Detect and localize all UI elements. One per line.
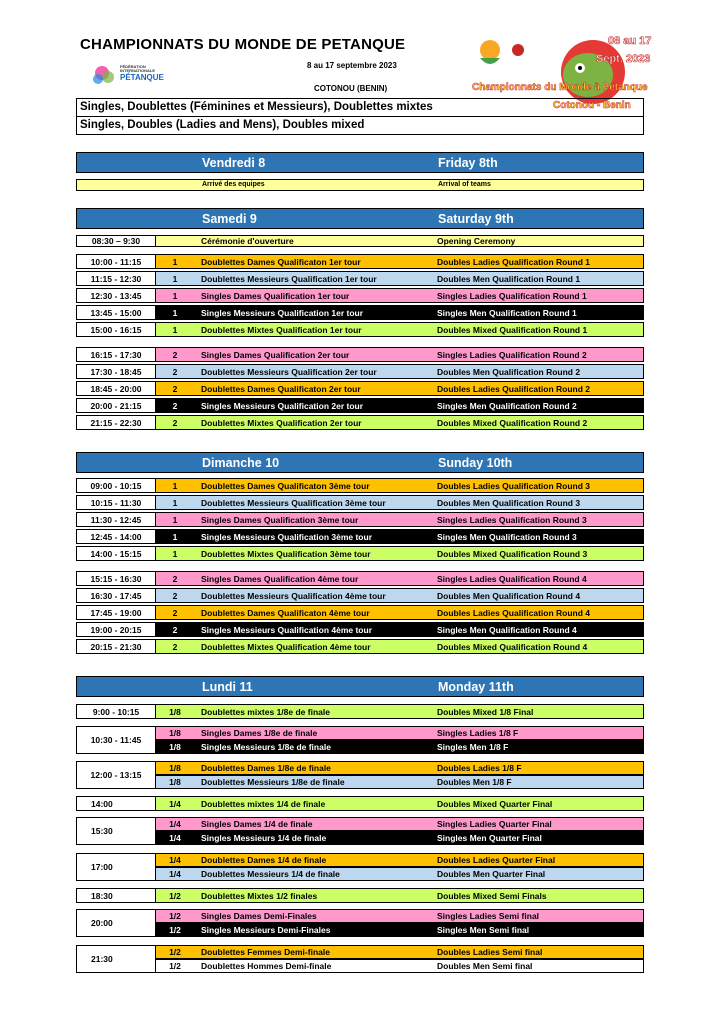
row-time: 14:00 - 15:15 bbox=[76, 546, 156, 561]
row-event-en: Singles Ladies Semi final bbox=[437, 911, 540, 921]
schedule-row bbox=[76, 571, 644, 586]
group-row bbox=[156, 775, 644, 789]
schedule-row bbox=[76, 495, 644, 510]
row-event-fr: Doublettes Mixtes Qualification 4ème tour bbox=[201, 642, 371, 652]
schedule-group bbox=[76, 909, 644, 937]
row-time: 20:00 - 21:15 bbox=[76, 398, 156, 413]
row-event-en: Doubles Ladies Qualification Round 2 bbox=[437, 384, 591, 394]
schedule-group bbox=[76, 726, 644, 754]
row-event-en: Doubles Ladies Qualification Round 1 bbox=[437, 257, 591, 267]
row-event-en: Doubles Mixed Quarter Final bbox=[437, 799, 553, 809]
day-label-fr: Vendredi 8 bbox=[202, 156, 266, 170]
row-event-fr: Doublettes Dames 1/8e de finale bbox=[201, 763, 331, 773]
row-round: 1 bbox=[172, 481, 178, 491]
row-event-fr: Singles Messieurs 1/4 de finale bbox=[201, 833, 327, 843]
categories-fr: Singles, Doublettes (Féminines et Messieurs), Doublettes mixtes bbox=[80, 101, 433, 113]
row-event-en: Singles Men 1/8 F bbox=[437, 742, 509, 752]
row-event-en: Doubles Men 1/8 F bbox=[437, 777, 512, 787]
federation-logo-word: PÉTANQUE bbox=[120, 73, 164, 82]
group-row bbox=[156, 959, 644, 973]
row-event-fr: Doublettes Messieurs Qualification 3ème tour bbox=[201, 498, 386, 508]
row-body bbox=[156, 381, 644, 396]
group-time: 12:00 - 13:15 bbox=[76, 761, 156, 789]
row-body bbox=[156, 571, 644, 586]
event-city: COTONOU (BENIN) bbox=[314, 84, 388, 93]
row-event-fr: Singles Dames 1/4 de finale bbox=[201, 819, 313, 829]
row-round: 1 bbox=[172, 257, 178, 267]
row-event-fr: Doublettes Dames Qualificaton 4ème tour bbox=[201, 608, 370, 618]
row-body bbox=[156, 512, 644, 527]
row-event-en: Doubles Men Qualification Round 1 bbox=[437, 274, 581, 284]
row-event-en: Doubles Men Qualification Round 2 bbox=[437, 367, 581, 377]
row-time: 13:45 - 15:00 bbox=[76, 305, 156, 320]
row-round: 2 bbox=[172, 625, 178, 635]
event-logo-line2: Sept. 2023 bbox=[596, 53, 651, 65]
row-round: 1 bbox=[172, 515, 178, 525]
row-round: 1/4 bbox=[169, 819, 181, 829]
group-time: 17:00 bbox=[76, 853, 156, 881]
row-event-en: Singles Ladies Qualification Round 1 bbox=[437, 291, 587, 301]
row-time: 10:15 - 11:30 bbox=[76, 495, 156, 510]
event-logo-line1: 08 au 17 bbox=[608, 35, 652, 47]
row-round: 1 bbox=[172, 308, 178, 318]
categories-box bbox=[76, 98, 644, 135]
schedule-row bbox=[76, 546, 644, 561]
row-round: 1 bbox=[172, 532, 178, 542]
schedule-row bbox=[76, 288, 644, 303]
row-event-fr: Doublettes Hommes Demi-finale bbox=[201, 961, 332, 971]
row-round: 2 bbox=[172, 591, 178, 601]
row-event-fr: Singles Dames Qualification 2er tour bbox=[201, 350, 350, 360]
row-time: 17:45 - 19:00 bbox=[76, 605, 156, 620]
row-round: 1/2 bbox=[169, 961, 181, 971]
group-time: 21:30 bbox=[76, 945, 156, 973]
day-header-friday bbox=[76, 152, 644, 173]
row-event-fr: Singles Messieurs 1/8e de finale bbox=[201, 742, 331, 752]
schedule-row bbox=[76, 305, 644, 320]
row-event-fr: Doublettes Mixtes Qualification 3ème tour bbox=[201, 549, 371, 559]
row-event-fr: Doublettes mixtes 1/4 de finale bbox=[201, 799, 326, 809]
federation-logo bbox=[92, 55, 172, 95]
row-event-en: Doubles Ladies Semi final bbox=[437, 947, 543, 957]
row-round: 1 bbox=[172, 325, 178, 335]
row-body bbox=[156, 622, 644, 637]
categories-en: Singles, Doubles (Ladies and Mens), Doubles mixed bbox=[77, 116, 643, 134]
row-event-fr: Cérémonie d'ouverture bbox=[201, 236, 294, 246]
day-label-fr: Lundi 11 bbox=[202, 680, 253, 694]
row-time: 20:15 - 21:30 bbox=[76, 639, 156, 654]
day-label-fr: Samedi 9 bbox=[202, 212, 257, 226]
group-row bbox=[156, 888, 644, 903]
schedule-row bbox=[76, 254, 644, 269]
row-event-fr: Doublettes mixtes 1/8e de finale bbox=[201, 707, 330, 717]
row-event-fr: Singles Dames Qualification 1er tour bbox=[201, 291, 350, 301]
row-event-fr: Doublettes Dames Qualificaton 1er tour bbox=[201, 257, 361, 267]
schedule-group bbox=[76, 796, 644, 811]
group-time: 14:00 bbox=[76, 796, 156, 811]
group-row bbox=[156, 726, 644, 740]
row-event-en: Singles Ladies Qualification Round 2 bbox=[437, 350, 587, 360]
row-round: 2 bbox=[172, 642, 178, 652]
schedule-row bbox=[76, 322, 644, 337]
day-label-en: Monday 11th bbox=[438, 680, 514, 694]
group-time: 18:30 bbox=[76, 888, 156, 903]
row-body bbox=[156, 271, 644, 286]
arrival-note-fr: Arrivé des equipes bbox=[202, 181, 265, 188]
group-time: 20:00 bbox=[76, 909, 156, 937]
row-body bbox=[156, 546, 644, 561]
schedule-group bbox=[76, 853, 644, 881]
group-row bbox=[156, 867, 644, 881]
row-time: 11:15 - 12:30 bbox=[76, 271, 156, 286]
row-event-en: Doubles Ladies 1/8 F bbox=[437, 763, 522, 773]
row-round: 1/2 bbox=[169, 891, 181, 901]
row-event-en: Singles Men Semi final bbox=[437, 925, 530, 935]
day-label-en: Sunday 10th bbox=[438, 456, 513, 470]
row-event-en: Singles Men Qualification Round 4 bbox=[437, 625, 577, 635]
row-event-fr: Doublettes Messieurs 1/4 de finale bbox=[201, 869, 340, 879]
row-event-en: Doubles Mixed Semi Finals bbox=[437, 891, 547, 901]
row-body bbox=[156, 529, 644, 544]
row-event-fr: Doublettes Dames Qualificaton 2er tour bbox=[201, 384, 361, 394]
group-row bbox=[156, 740, 644, 754]
schedule-row bbox=[76, 381, 644, 396]
row-body bbox=[156, 347, 644, 362]
row-event-fr: Singles Dames Qualification 4ème tour bbox=[201, 574, 359, 584]
row-round: 1/4 bbox=[169, 833, 181, 843]
schedule-group bbox=[76, 817, 644, 845]
row-event-en: Doubles Men Quarter Final bbox=[437, 869, 546, 879]
row-round: 2 bbox=[172, 574, 178, 584]
row-event-en: Doubles Mixed 1/8 Final bbox=[437, 707, 534, 717]
row-round: 2 bbox=[172, 608, 178, 618]
row-event-en: Singles Ladies Quarter Final bbox=[437, 819, 552, 829]
row-event-en: Singles Ladies 1/8 F bbox=[437, 728, 519, 738]
row-time: 21:15 - 22:30 bbox=[76, 415, 156, 430]
event-logo-place: Cotonou - Benin bbox=[553, 100, 631, 111]
schedule-group bbox=[76, 888, 644, 903]
row-round: 2 bbox=[172, 384, 178, 394]
schedule-row bbox=[76, 622, 644, 637]
row-body bbox=[156, 288, 644, 303]
row-event-en: Doubles Ladies Quarter Final bbox=[437, 855, 556, 865]
day-label-fr: Dimanche 10 bbox=[202, 456, 280, 470]
row-event-en: Singles Men Qualification Round 3 bbox=[437, 532, 577, 542]
row-event-en: Opening Ceremony bbox=[437, 236, 516, 246]
row-round: 1 bbox=[172, 498, 178, 508]
row-round: 1/8 bbox=[169, 777, 181, 787]
group-row bbox=[156, 796, 644, 811]
row-event-en: Singles Ladies Qualification Round 3 bbox=[437, 515, 587, 525]
row-round: 1/2 bbox=[169, 947, 181, 957]
schedule-group bbox=[76, 704, 644, 719]
schedule-group bbox=[76, 761, 644, 789]
row-round: 1/8 bbox=[169, 763, 181, 773]
row-event-en: Doubles Mixed Qualification Round 1 bbox=[437, 325, 588, 335]
row-event-fr: Singles Dames Qualification 3ème tour bbox=[201, 515, 359, 525]
row-event-en: Doubles Ladies Qualification Round 4 bbox=[437, 608, 591, 618]
schedule-row bbox=[76, 512, 644, 527]
row-time: 12:45 - 14:00 bbox=[76, 529, 156, 544]
arrival-note-en: Arrival of teams bbox=[438, 181, 491, 188]
event-logo-arc: Championnats du Monde à Pétanque bbox=[472, 82, 648, 93]
row-event-fr: Doublettes Messieurs Qualification 1er tour bbox=[201, 274, 377, 284]
day-header-sunday bbox=[76, 452, 644, 473]
schedule-row bbox=[76, 364, 644, 379]
row-time: 12:30 - 13:45 bbox=[76, 288, 156, 303]
row-time: 15:00 - 16:15 bbox=[76, 322, 156, 337]
row-body bbox=[156, 305, 644, 320]
group-row bbox=[156, 704, 644, 719]
schedule-row bbox=[76, 235, 644, 247]
row-time: 08:30 – 9:30 bbox=[76, 235, 156, 247]
day-label-en: Friday 8th bbox=[438, 156, 498, 170]
row-round: 1/8 bbox=[169, 707, 181, 717]
row-event-fr: Doublettes Messieurs 1/8e de finale bbox=[201, 777, 345, 787]
row-round: 2 bbox=[172, 350, 178, 360]
schedule-row bbox=[76, 398, 644, 413]
row-event-fr: Singles Dames 1/8e de finale bbox=[201, 728, 318, 738]
row-event-fr: Singles Dames Demi-Finales bbox=[201, 911, 317, 921]
schedule-row bbox=[76, 478, 644, 493]
group-row bbox=[156, 817, 644, 831]
schedule-row bbox=[76, 347, 644, 362]
row-body bbox=[156, 605, 644, 620]
row-body bbox=[156, 364, 644, 379]
group-row bbox=[156, 831, 644, 845]
group-row bbox=[156, 761, 644, 775]
row-event-en: Doubles Mixed Qualification Round 2 bbox=[437, 418, 588, 428]
schedule-row bbox=[76, 639, 644, 654]
federation-logo-line2: INTERNATIONALE bbox=[120, 68, 156, 73]
row-event-fr: Singles Messieurs Qualification 4ème tour bbox=[201, 625, 372, 635]
row-event-en: Doubles Men Qualification Round 3 bbox=[437, 498, 581, 508]
schedule-row bbox=[76, 271, 644, 286]
row-time: 16:30 - 17:45 bbox=[76, 588, 156, 603]
group-row bbox=[156, 853, 644, 867]
row-body bbox=[156, 478, 644, 493]
row-event-fr: Singles Messieurs Demi-Finales bbox=[201, 925, 331, 935]
row-round: 2 bbox=[172, 418, 178, 428]
row-event-en: Doubles Ladies Qualification Round 3 bbox=[437, 481, 591, 491]
group-row bbox=[156, 945, 644, 959]
federation-logo-line1: FÉDÉRATION bbox=[120, 64, 146, 69]
row-time: 10:00 - 11:15 bbox=[76, 254, 156, 269]
row-event-en: Doubles Mixed Qualification Round 3 bbox=[437, 549, 588, 559]
row-event-fr: Doublettes Messieurs Qualification 2er tour bbox=[201, 367, 377, 377]
row-body bbox=[156, 235, 644, 247]
row-event-fr: Doublettes Messieurs Qualification 4ème tour bbox=[201, 591, 386, 601]
row-body bbox=[156, 254, 644, 269]
schedule-row bbox=[76, 588, 644, 603]
row-time: 15:15 - 16:30 bbox=[76, 571, 156, 586]
row-event-en: Doubles Men Semi final bbox=[437, 961, 533, 971]
row-round: 1/4 bbox=[169, 869, 181, 879]
row-time: 16:15 - 17:30 bbox=[76, 347, 156, 362]
row-event-fr: Doublettes Dames 1/4 de finale bbox=[201, 855, 327, 865]
row-event-en: Singles Ladies Qualification Round 4 bbox=[437, 574, 587, 584]
schedule-row bbox=[76, 415, 644, 430]
row-event-en: Singles Men Quarter Final bbox=[437, 833, 542, 843]
arrival-note bbox=[76, 179, 644, 191]
row-body bbox=[156, 495, 644, 510]
row-event-en: Singles Men Qualification Round 2 bbox=[437, 401, 577, 411]
day-header-saturday bbox=[76, 208, 644, 229]
row-event-fr: Doublettes Mixtes Qualification 1er tour bbox=[201, 325, 362, 335]
row-body bbox=[156, 398, 644, 413]
row-body bbox=[156, 639, 644, 654]
row-body bbox=[156, 415, 644, 430]
schedule-row bbox=[76, 605, 644, 620]
row-round: 1/4 bbox=[169, 855, 181, 865]
row-event-fr: Doublettes Dames Qualificaton 3ème tour bbox=[201, 481, 370, 491]
row-event-en: Doubles Mixed Qualification Round 4 bbox=[437, 642, 588, 652]
group-row bbox=[156, 909, 644, 923]
row-event-en: Singles Men Qualification Round 1 bbox=[437, 308, 577, 318]
row-round: 1 bbox=[172, 274, 178, 284]
row-time: 09:00 - 10:15 bbox=[76, 478, 156, 493]
day-header-monday bbox=[76, 676, 644, 697]
row-event-fr: Singles Messieurs Qualification 3ème tour bbox=[201, 532, 372, 542]
row-round: 1/8 bbox=[169, 728, 181, 738]
row-time: 11:30 - 12:45 bbox=[76, 512, 156, 527]
row-event-fr: Doublettes Mixtes Qualification 2er tour bbox=[201, 418, 362, 428]
row-time: 18:45 - 20:00 bbox=[76, 381, 156, 396]
group-time: 9:00 - 10:15 bbox=[76, 704, 156, 719]
row-event-en: Doubles Men Qualification Round 4 bbox=[437, 591, 581, 601]
row-event-fr: Singles Messieurs Qualification 1er tour bbox=[201, 308, 364, 318]
group-time: 10:30 - 11:45 bbox=[76, 726, 156, 754]
day-label-en: Saturday 9th bbox=[438, 212, 514, 226]
row-event-fr: Doublettes Mixtes 1/2 finales bbox=[201, 891, 318, 901]
row-round: 2 bbox=[172, 401, 178, 411]
row-event-fr: Singles Messieurs Qualification 2er tour bbox=[201, 401, 364, 411]
row-round: 1/2 bbox=[169, 925, 181, 935]
row-body bbox=[156, 322, 644, 337]
row-round: 1 bbox=[172, 291, 178, 301]
row-round: 1 bbox=[172, 549, 178, 559]
group-time: 15:30 bbox=[76, 817, 156, 845]
schedule-group bbox=[76, 945, 644, 973]
page-title: CHAMPIONNATS DU MONDE DE PETANQUE bbox=[80, 36, 406, 53]
row-body bbox=[156, 588, 644, 603]
schedule-row bbox=[76, 529, 644, 544]
row-time: 19:00 - 20:15 bbox=[76, 622, 156, 637]
row-round: 1/2 bbox=[169, 911, 181, 921]
row-event-fr: Doublettes Femmes Demi-finale bbox=[201, 947, 330, 957]
event-dates: 8 au 17 septembre 2023 bbox=[307, 61, 397, 70]
row-time: 17:30 - 18:45 bbox=[76, 364, 156, 379]
row-round: 1/4 bbox=[169, 799, 181, 809]
row-round: 2 bbox=[172, 367, 178, 377]
row-round: 1/8 bbox=[169, 742, 181, 752]
group-row bbox=[156, 923, 644, 937]
